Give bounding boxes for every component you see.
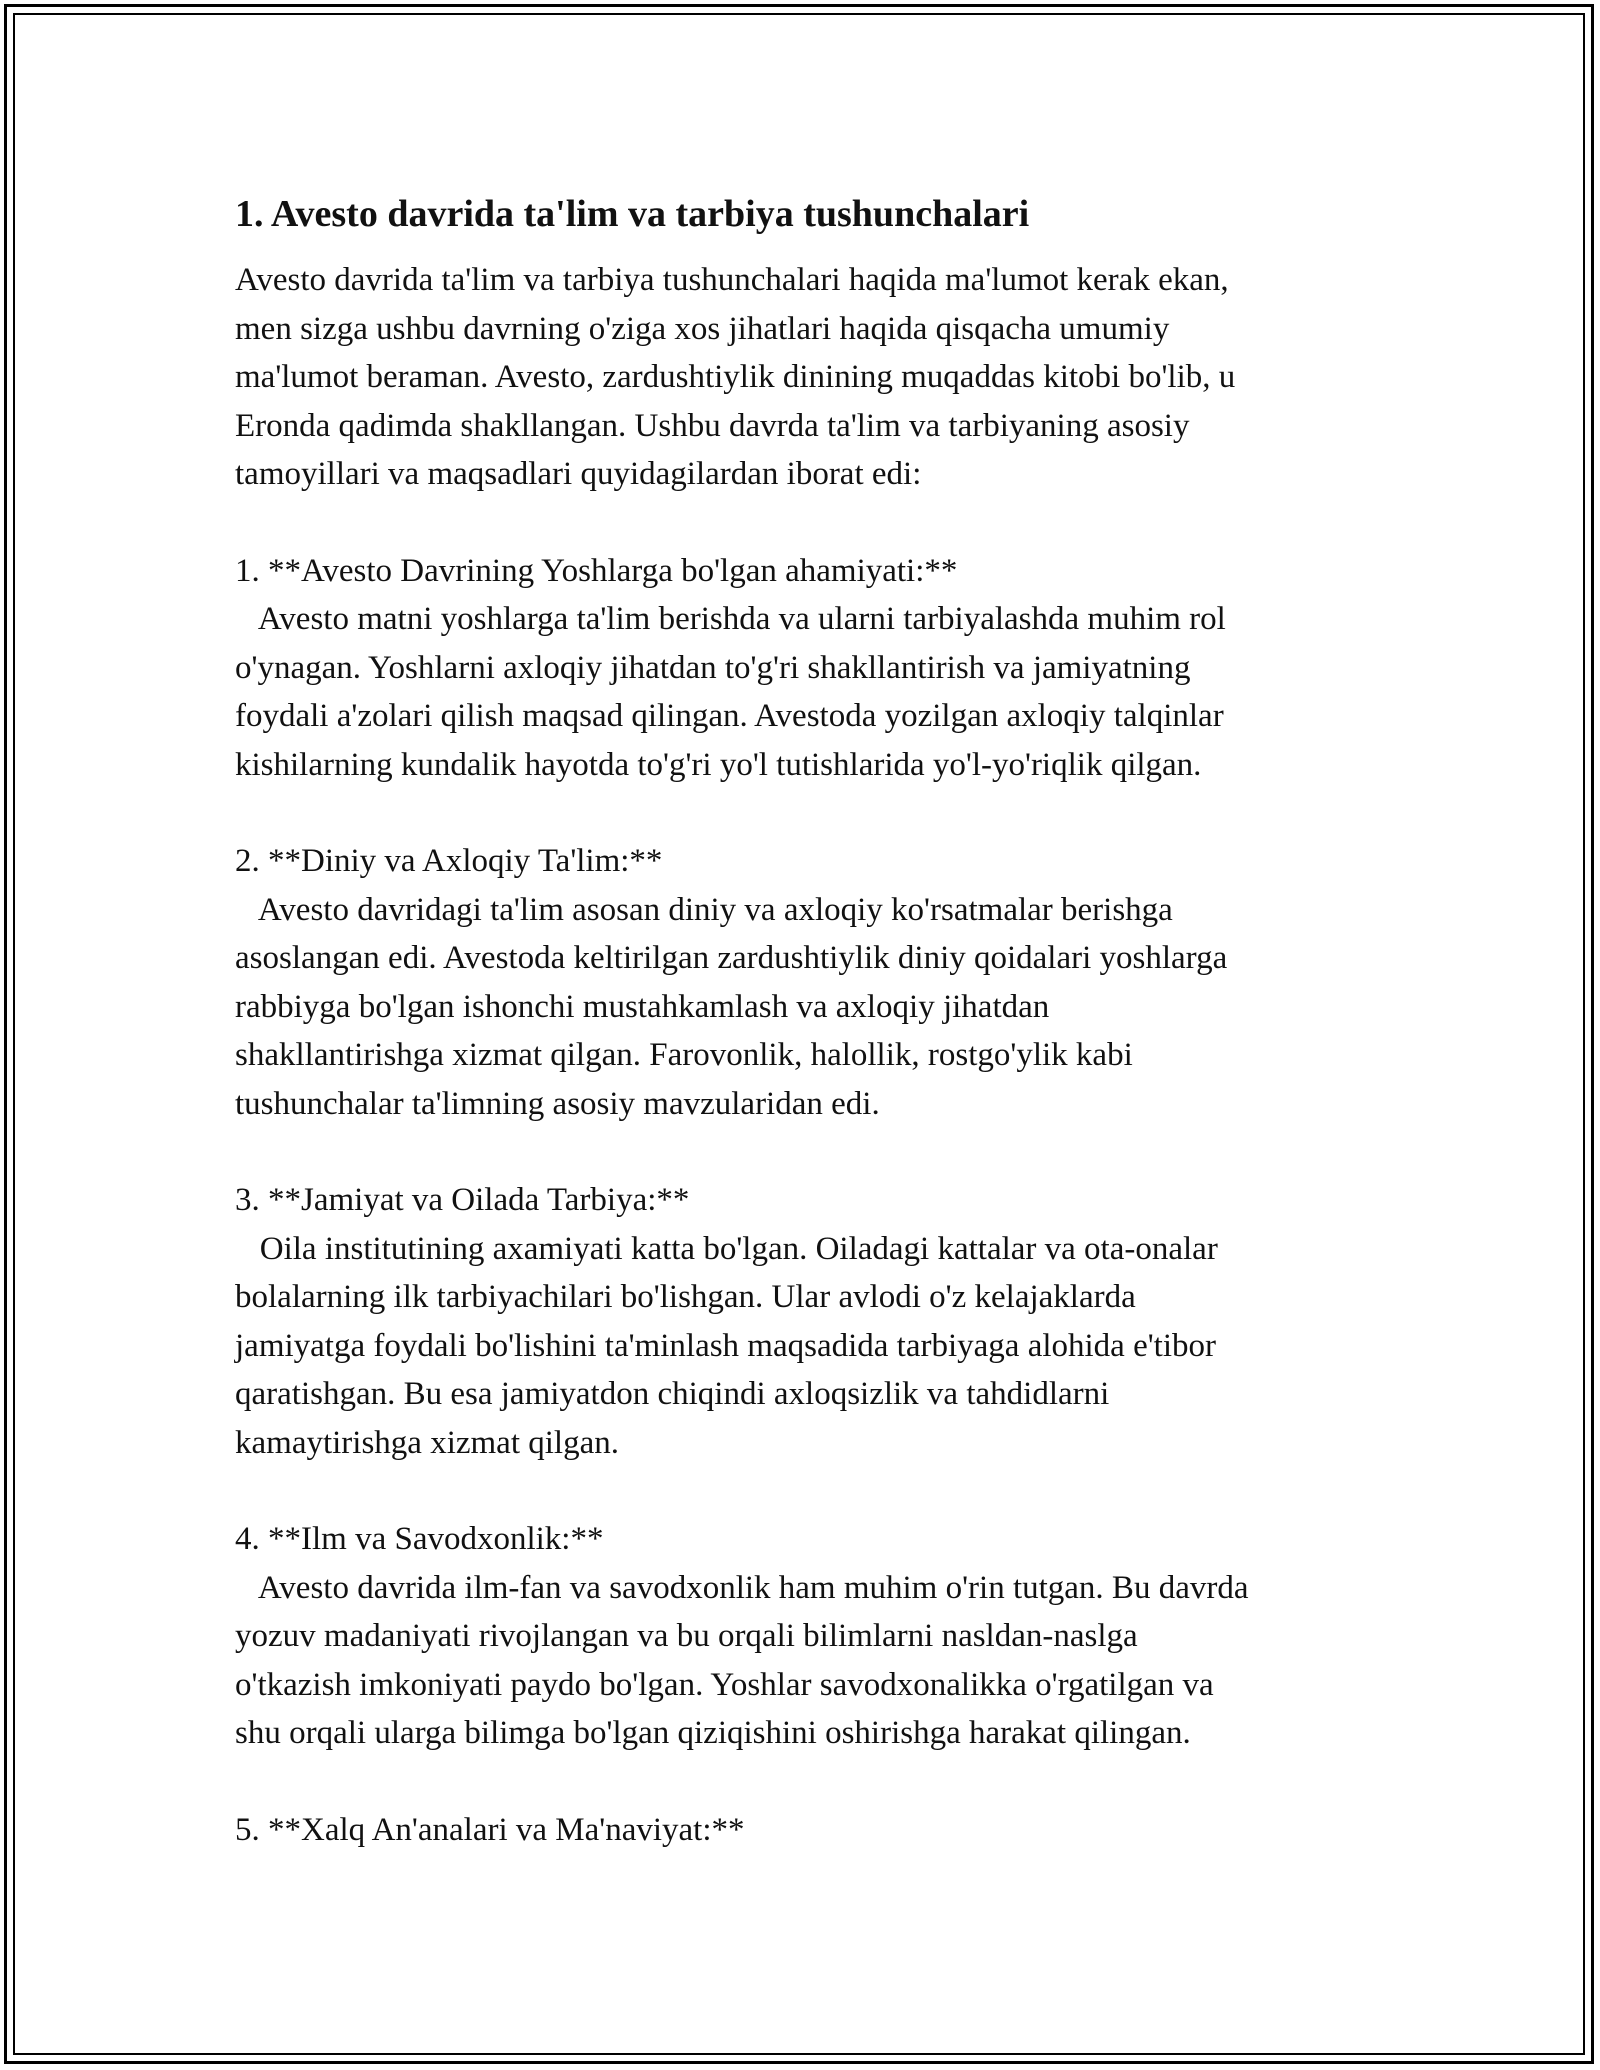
list-item-line: bolalarning ilk tarbiyachilari bo'lishgan. Ular avlodi o'z kelajaklarda <box>235 1279 1136 1315</box>
list-item-line: o'tkazish imkoniyati paydo bo'lgan. Yoshlar savodxonalikka o'rgatilgan va <box>235 1666 1214 1703</box>
intro-paragraph <box>235 256 1395 499</box>
list-item <box>235 837 1395 1128</box>
intro-line: tamoyillari va maqsadlari quyidagilardan iborat edi: <box>235 456 922 492</box>
list-item-line: o'ynagan. Yoshlarni axloqiy jihatdan to'g'ri shakllantirish va jamiyatning <box>235 649 1191 686</box>
list-item <box>235 547 1395 790</box>
list-item-line: qaratishgan. Bu esa jamiyatdon chiqindi axloqsizlik va tahdidlarni <box>235 1376 1110 1412</box>
intro-line: Avesto davrida ta'lim va tarbiya tushunchalari haqida ma'lumot kerak ekan, <box>235 262 1229 298</box>
list-item-line: shakllantirishga xizmat qilgan. Farovonlik, halollik, rostgo'ylik kabi <box>235 1037 1133 1073</box>
list-item-line: yozuv madaniyati rivojlangan va bu orqali bilimlarni nasldan-naslga <box>235 1618 1138 1654</box>
intro-line: ma'lumot beraman. Avesto, zardushtiylik dinining muqaddas kitobi bo'lib, u <box>235 359 1236 395</box>
list-item-line: foydali a'zolari qilish maqsad qilingan. Avestoda yozilgan axloqiy talqinlar <box>235 698 1224 734</box>
list-item-line: asoslangan edi. Avestoda keltirilgan zardushtiylik diniy qoidalari yoshlarga <box>235 940 1228 976</box>
list-item-heading: 1. **Avesto Davrining Yoshlarga bo'lgan ahamiyati:** <box>235 552 958 589</box>
list-item-heading: 5. **Xalq An'analari va Ma'naviyat:** <box>235 1811 745 1848</box>
list-item-heading: 3. **Jamiyat va Oilada Tarbiya:** <box>235 1182 690 1218</box>
document-body <box>235 186 1395 1854</box>
document-title: 1. Avesto davrida ta'lim va tarbiya tushunchalari <box>235 193 1030 235</box>
list-item-line: tushunchalar ta'limning asosiy mavzularidan edi. <box>235 1085 880 1122</box>
list-item-line: shu orqali ularga bilimga bo'lgan qiziqishini oshirishga harakat qilingan. <box>235 1715 1191 1751</box>
list-item <box>235 1176 1395 1467</box>
list-item <box>235 1806 1395 1855</box>
list-item-heading: 2. **Diniy va Axloqiy Ta'lim:** <box>235 843 663 879</box>
list-item-heading: 4. **Ilm va Savodxonlik:** <box>235 1521 604 1557</box>
intro-line: Eronda qadimda shakllangan. Ushbu davrda ta'lim va tarbiyaning asosiy <box>235 407 1190 444</box>
list-item-line: jamiyatga foydali bo'lishini ta'minlash maqsadida tarbiyaga alohida e'tibor <box>235 1327 1216 1364</box>
list-item <box>235 1515 1395 1758</box>
list-item-line: Oila institutining axamiyati katta bo'lgan. Oiladagi kattalar va ota-onalar <box>235 1230 1218 1267</box>
list-item-line: rabbiyga bo'lgan ishonchi mustahkamlash va axloqiy jihatdan <box>235 988 1050 1025</box>
list-item-line: kamaytirishga xizmat qilgan. <box>235 1424 619 1461</box>
intro-line: men sizga ushbu davrning o'ziga xos jihatlari haqida qisqacha umumiy <box>235 310 1170 347</box>
list-item-line: Avesto davrida ilm-fan va savodxonlik ham muhim o'rin tutgan. Bu davrda <box>235 1569 1249 1606</box>
list-item-line: Avesto matni yoshlarga ta'lim berishda va ularni tarbiyalashda muhim rol <box>235 601 1226 637</box>
list-item-line: kishilarning kundalik hayotda to'g'ri yo'l tutishlarida yo'l-yo'riqlik qilgan. <box>235 746 1202 783</box>
list-item-line: Avesto davridagi ta'lim asosan diniy va axloqiy ko'rsatmalar berishga <box>235 891 1173 928</box>
